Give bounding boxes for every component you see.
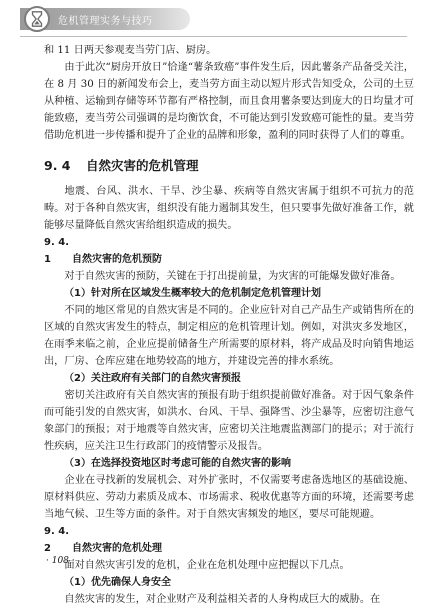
paragraph: 地震、台风、洪水、干旱、沙尘暴、疾病等自然灾害属于组织不可抗力的范畴。对于各种自然灾害，组织没有能力遏制其发生，但只要事先做好准备工作，就能够尽量降低自然灾害给组织造成的损失。: [44, 186, 414, 231]
running-header-title: 危机管理实务与技巧: [58, 16, 153, 27]
point-heading: （1）优先确保人身安全: [64, 577, 171, 588]
subsection-title: 自然灾害的危机预防: [72, 254, 162, 265]
page-body: [44, 42, 414, 608]
point-heading: （1）针对所在区域发生概率较大的危机制定危机管理计划: [64, 288, 321, 299]
paragraph: 不同的地区常见的自然灾害是不同的。企业应针对自己产品生产或销售所在的区域的自然灾害发生的特点，制定相应的危机管理计划。例如，对洪灾多发地区，在雨季来临之前，企业应提前储备生产所需要的原材料，将产成品及时向销售地运出，厂房、仓库应建在地势较高的地方，并建设完善的排水系统。: [44, 305, 414, 367]
subsection-heading: [44, 523, 414, 557]
subsection-number: 9. 4. 2: [44, 526, 69, 554]
section-number: 9. 4: [44, 158, 71, 173]
paragraph: 和 11 日两天参观麦当劳门店、厨房。: [44, 45, 217, 56]
point-heading: （2）关注政府有关部门的自然灾害预报: [64, 373, 241, 384]
paragraph: 自然灾害的发生，对企业财产及利益相关者的人身构成巨大的威胁。在: [64, 594, 381, 605]
subsection-number: 9. 4. 1: [44, 237, 69, 265]
paragraph: 密切关注政府有关自然灾害的预报有助于组织提前做好准备。对于因气象条件而可能引发的自然灾害，如洪水、台风、干旱、强降雪、沙尘暴等，应密切注意气象部门的预报；对于地震等自然灾害，应密切关注地震监测部门的提示；对于流行性疾病，应关注卫生行政部门的疫情警示及报告。: [44, 390, 414, 452]
subsection-title: 自然灾害的危机处理: [72, 543, 162, 554]
paragraph: 企业在寻找新的发展机会、对外扩张时，不仅需要考虑备选地区的基础设施、原材料供应、劳动力素质及成本、市场需求、税收优惠等方面的环境，还需要考虑当地气候、卫生等方面的条件。对于自然灾害频发的地区，要尽可能规避。: [44, 475, 414, 520]
page-number: · 108 ·: [46, 556, 75, 566]
point-heading: （3）在选择投资地区时考虑可能的自然灾害的影响: [64, 458, 291, 469]
paragraph: 对于自然灾害的预防，关键在于打出提前量，为灾害的可能爆发做好准备。: [64, 271, 401, 282]
section-title: 自然灾害的危机管理: [86, 158, 199, 173]
paragraph: 面对自然灾害引发的危机，企业在危机处理中应把握以下几点。: [64, 560, 350, 571]
hourglass-icon: [24, 6, 50, 32]
section-heading: [44, 157, 414, 174]
subsection-heading: [44, 234, 414, 268]
header-rule: [20, 36, 407, 37]
paragraph: 由于此次“厨房开放日”恰逢“薯条致癌”事件发生后，因此薯条产品备受关注，在 8 月 30 日的新闻发布会上，麦当劳方面主动以短片形式告知受众，公司的土豆从种植、运输到存储等环节都有严格控制，而且食用薯条要达到庞大的日均量才可能致癌，麦当劳公司强调的是均衡饮食，不可能达到引发致癌可能性的量。麦当劳借助危机进一步传播和提升了企业的品牌和形象，盈利的同时获得了人们的尊重。: [44, 62, 414, 141]
